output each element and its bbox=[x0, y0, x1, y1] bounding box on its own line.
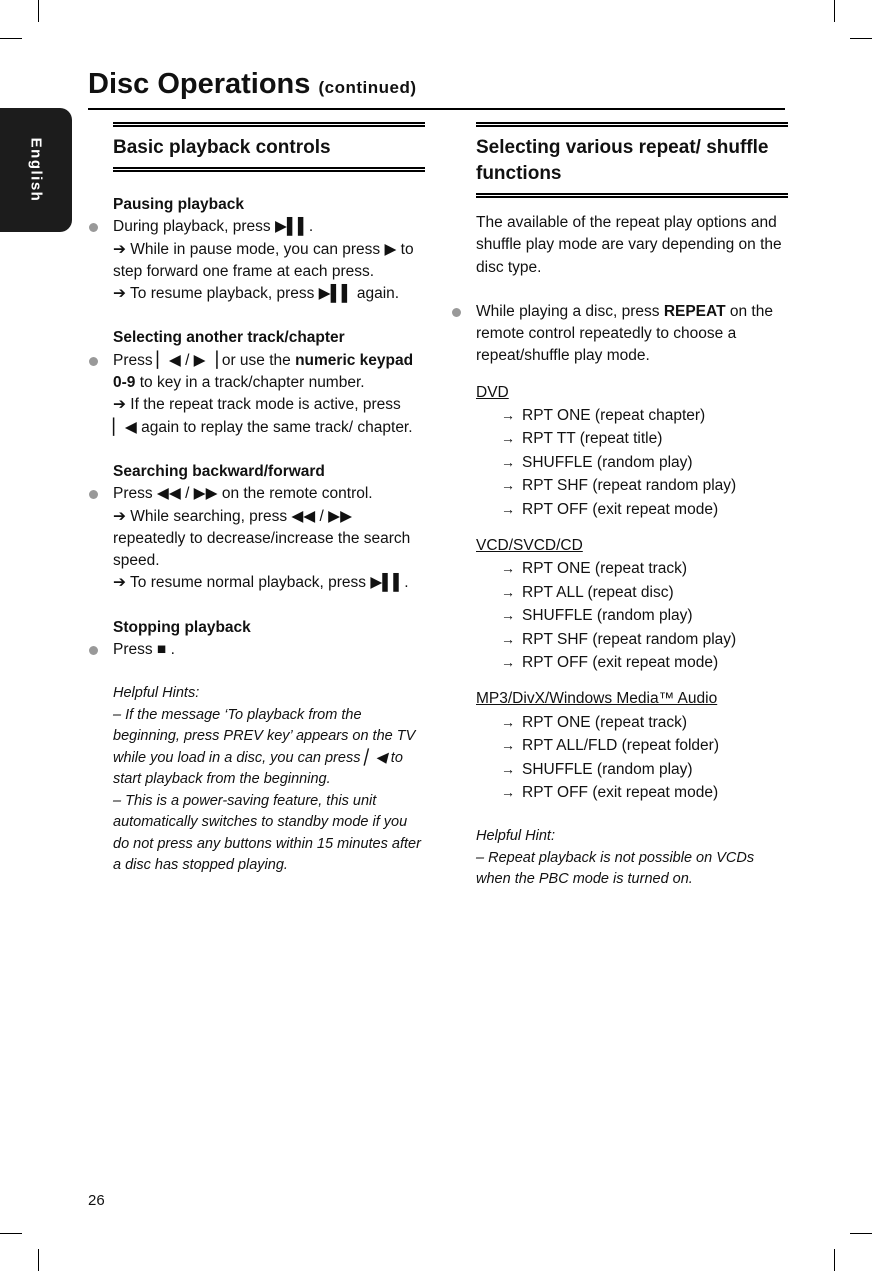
repeat-intro-text: The available of the repeat play options and shuffle play mode are vary depending on the disc type. bbox=[476, 214, 782, 276]
helpful-hint-2: – This is a power-saving feature, this unit automatically switches to standby mode if you do not press any buttons within 15 minutes after a disc has stopped playing. bbox=[113, 792, 421, 874]
list-item: → RPT OFF (exit repeat mode) bbox=[476, 781, 788, 804]
bullet-searching bbox=[113, 483, 425, 505]
subheading-pausing: Pausing playback bbox=[113, 196, 244, 213]
crop-mark bbox=[834, 0, 835, 22]
bullet-dot-icon bbox=[89, 646, 98, 655]
left-column bbox=[113, 122, 425, 877]
helpful-hints-title: Helpful Hints: bbox=[113, 685, 200, 702]
list-item: → SHUFFLE (random play) bbox=[476, 604, 788, 627]
bullet-stopping-text: Press ■ . bbox=[113, 641, 175, 659]
subheading-searching: Searching backward/forward bbox=[113, 462, 325, 480]
note-searching-speed: ➔ While searching, press ◀◀ / ▶▶ repeatedly to decrease/increase the search speed. bbox=[113, 507, 411, 570]
bullet-searching-text: Press ◀◀ / ▶▶ on the remote control. bbox=[113, 485, 373, 503]
arrow-right-icon: → bbox=[501, 560, 515, 577]
list-title-dvd: DVD bbox=[476, 383, 509, 401]
list-item: → RPT OFF (exit repeat mode) bbox=[476, 498, 788, 521]
subheading-stopping: Stopping playback bbox=[113, 618, 251, 636]
bullet-pausing bbox=[113, 216, 425, 238]
crop-mark bbox=[38, 1249, 39, 1271]
right-column bbox=[476, 122, 788, 891]
list-item: → RPT ONE (repeat chapter) bbox=[476, 404, 788, 427]
helpful-hint-text: – Repeat playback is not possible on VCDs when the PBC mode is turned on. bbox=[476, 849, 755, 888]
list-item: → SHUFFLE (random play) bbox=[476, 451, 788, 474]
bullet-selecting-pre: Press ▏◀ / ▶▕ or use the bbox=[113, 351, 296, 369]
arrow-right-icon: → bbox=[501, 430, 515, 447]
bullet-dot-icon bbox=[89, 490, 98, 499]
note-selecting-repeat: ➔ If the repeat track mode is active, press ▏◀ again to replay the same track/ chapter. bbox=[113, 396, 413, 436]
language-side-tab bbox=[0, 108, 72, 232]
arrow-right-icon: → bbox=[501, 407, 515, 424]
page-title-suffix: (continued) bbox=[318, 78, 417, 97]
bullet-dot-icon bbox=[452, 308, 461, 317]
arrow-right-icon: → bbox=[501, 607, 515, 624]
crop-mark bbox=[850, 1233, 872, 1234]
bullet-dot-icon bbox=[89, 223, 98, 232]
section-heading-basic-playback: Basic playback controls bbox=[113, 122, 425, 172]
arrow-right-icon: → bbox=[501, 630, 515, 647]
crop-mark bbox=[850, 38, 872, 39]
list-item: → RPT ALL (repeat disc) bbox=[476, 581, 788, 604]
arrow-right-icon: → bbox=[501, 453, 515, 470]
bullet-repeat-post: on the remote control repeatedly to choose a repeat/shuffle play mode. bbox=[476, 302, 773, 365]
bullet-repeat-bold: REPEAT bbox=[663, 302, 726, 320]
crop-mark bbox=[0, 1233, 22, 1234]
subheading-selecting: Selecting another track/chapter bbox=[113, 329, 345, 347]
arrow-right-icon: → bbox=[501, 654, 515, 671]
arrow-right-icon: → bbox=[501, 500, 515, 517]
page-title-text: Disc Operations bbox=[88, 68, 311, 100]
bullet-selecting bbox=[113, 350, 425, 395]
list-item: → RPT ONE (repeat track) bbox=[476, 711, 788, 734]
arrow-right-icon: → bbox=[501, 760, 515, 777]
side-tab-label: English bbox=[27, 137, 45, 203]
arrow-right-icon: → bbox=[501, 737, 515, 754]
bullet-selecting-post: to key in a track/chapter number. bbox=[135, 374, 365, 392]
note-searching-resume: ➔ To resume normal playback, press ▶▌▌. bbox=[113, 574, 409, 592]
list-item: → RPT TT (repeat title) bbox=[476, 427, 788, 450]
arrow-right-icon: → bbox=[501, 583, 515, 600]
crop-mark bbox=[834, 1249, 835, 1271]
bullet-dot-icon bbox=[89, 357, 98, 366]
bullet-repeat bbox=[476, 301, 788, 368]
section-heading-repeat-shuffle: Selecting various repeat/ shuffle functions bbox=[476, 122, 788, 198]
list-title-mp3: MP3/DivX/Windows Media™ Audio bbox=[476, 690, 718, 708]
list-item: → SHUFFLE (random play) bbox=[476, 758, 788, 781]
bullet-pausing-text: During playback, press ▶▌▌. bbox=[113, 218, 314, 236]
bullet-stopping bbox=[113, 639, 425, 661]
page-title bbox=[88, 68, 417, 101]
list-title-vcd: VCD/SVCD/CD bbox=[476, 537, 583, 555]
list-item: → RPT ALL/FLD (repeat folder) bbox=[476, 734, 788, 757]
helpful-hint-title: Helpful Hint: bbox=[476, 828, 555, 845]
note-pausing-resume: ➔ To resume playback, press ▶▌▌ again. bbox=[113, 285, 400, 303]
page-number: 26 bbox=[88, 1192, 105, 1209]
list-item: → RPT OFF (exit repeat mode) bbox=[476, 651, 788, 674]
list-item: → RPT ONE (repeat track) bbox=[476, 557, 788, 580]
arrow-right-icon: → bbox=[501, 713, 515, 730]
crop-mark bbox=[38, 0, 39, 22]
list-item: → RPT SHF (repeat random play) bbox=[476, 474, 788, 497]
bullet-repeat-pre: While playing a disc, press bbox=[476, 302, 664, 320]
title-rule bbox=[88, 108, 785, 110]
note-pausing-step: ➔ While in pause mode, you can press ▶ to step forward one frame at each press. bbox=[113, 240, 414, 280]
arrow-right-icon: → bbox=[501, 783, 515, 800]
list-item: → RPT SHF (repeat random play) bbox=[476, 628, 788, 651]
helpful-hint-1: – If the message ‘To playback from the beginning, press PREV key’ appears on the TV while you load in a disc, you can press ▏◀ to start playback from the beginning. bbox=[113, 706, 416, 788]
arrow-right-icon: → bbox=[501, 477, 515, 494]
bullet-selecting-bold: numeric keypad 0-9 bbox=[113, 351, 414, 392]
crop-mark bbox=[0, 38, 22, 39]
